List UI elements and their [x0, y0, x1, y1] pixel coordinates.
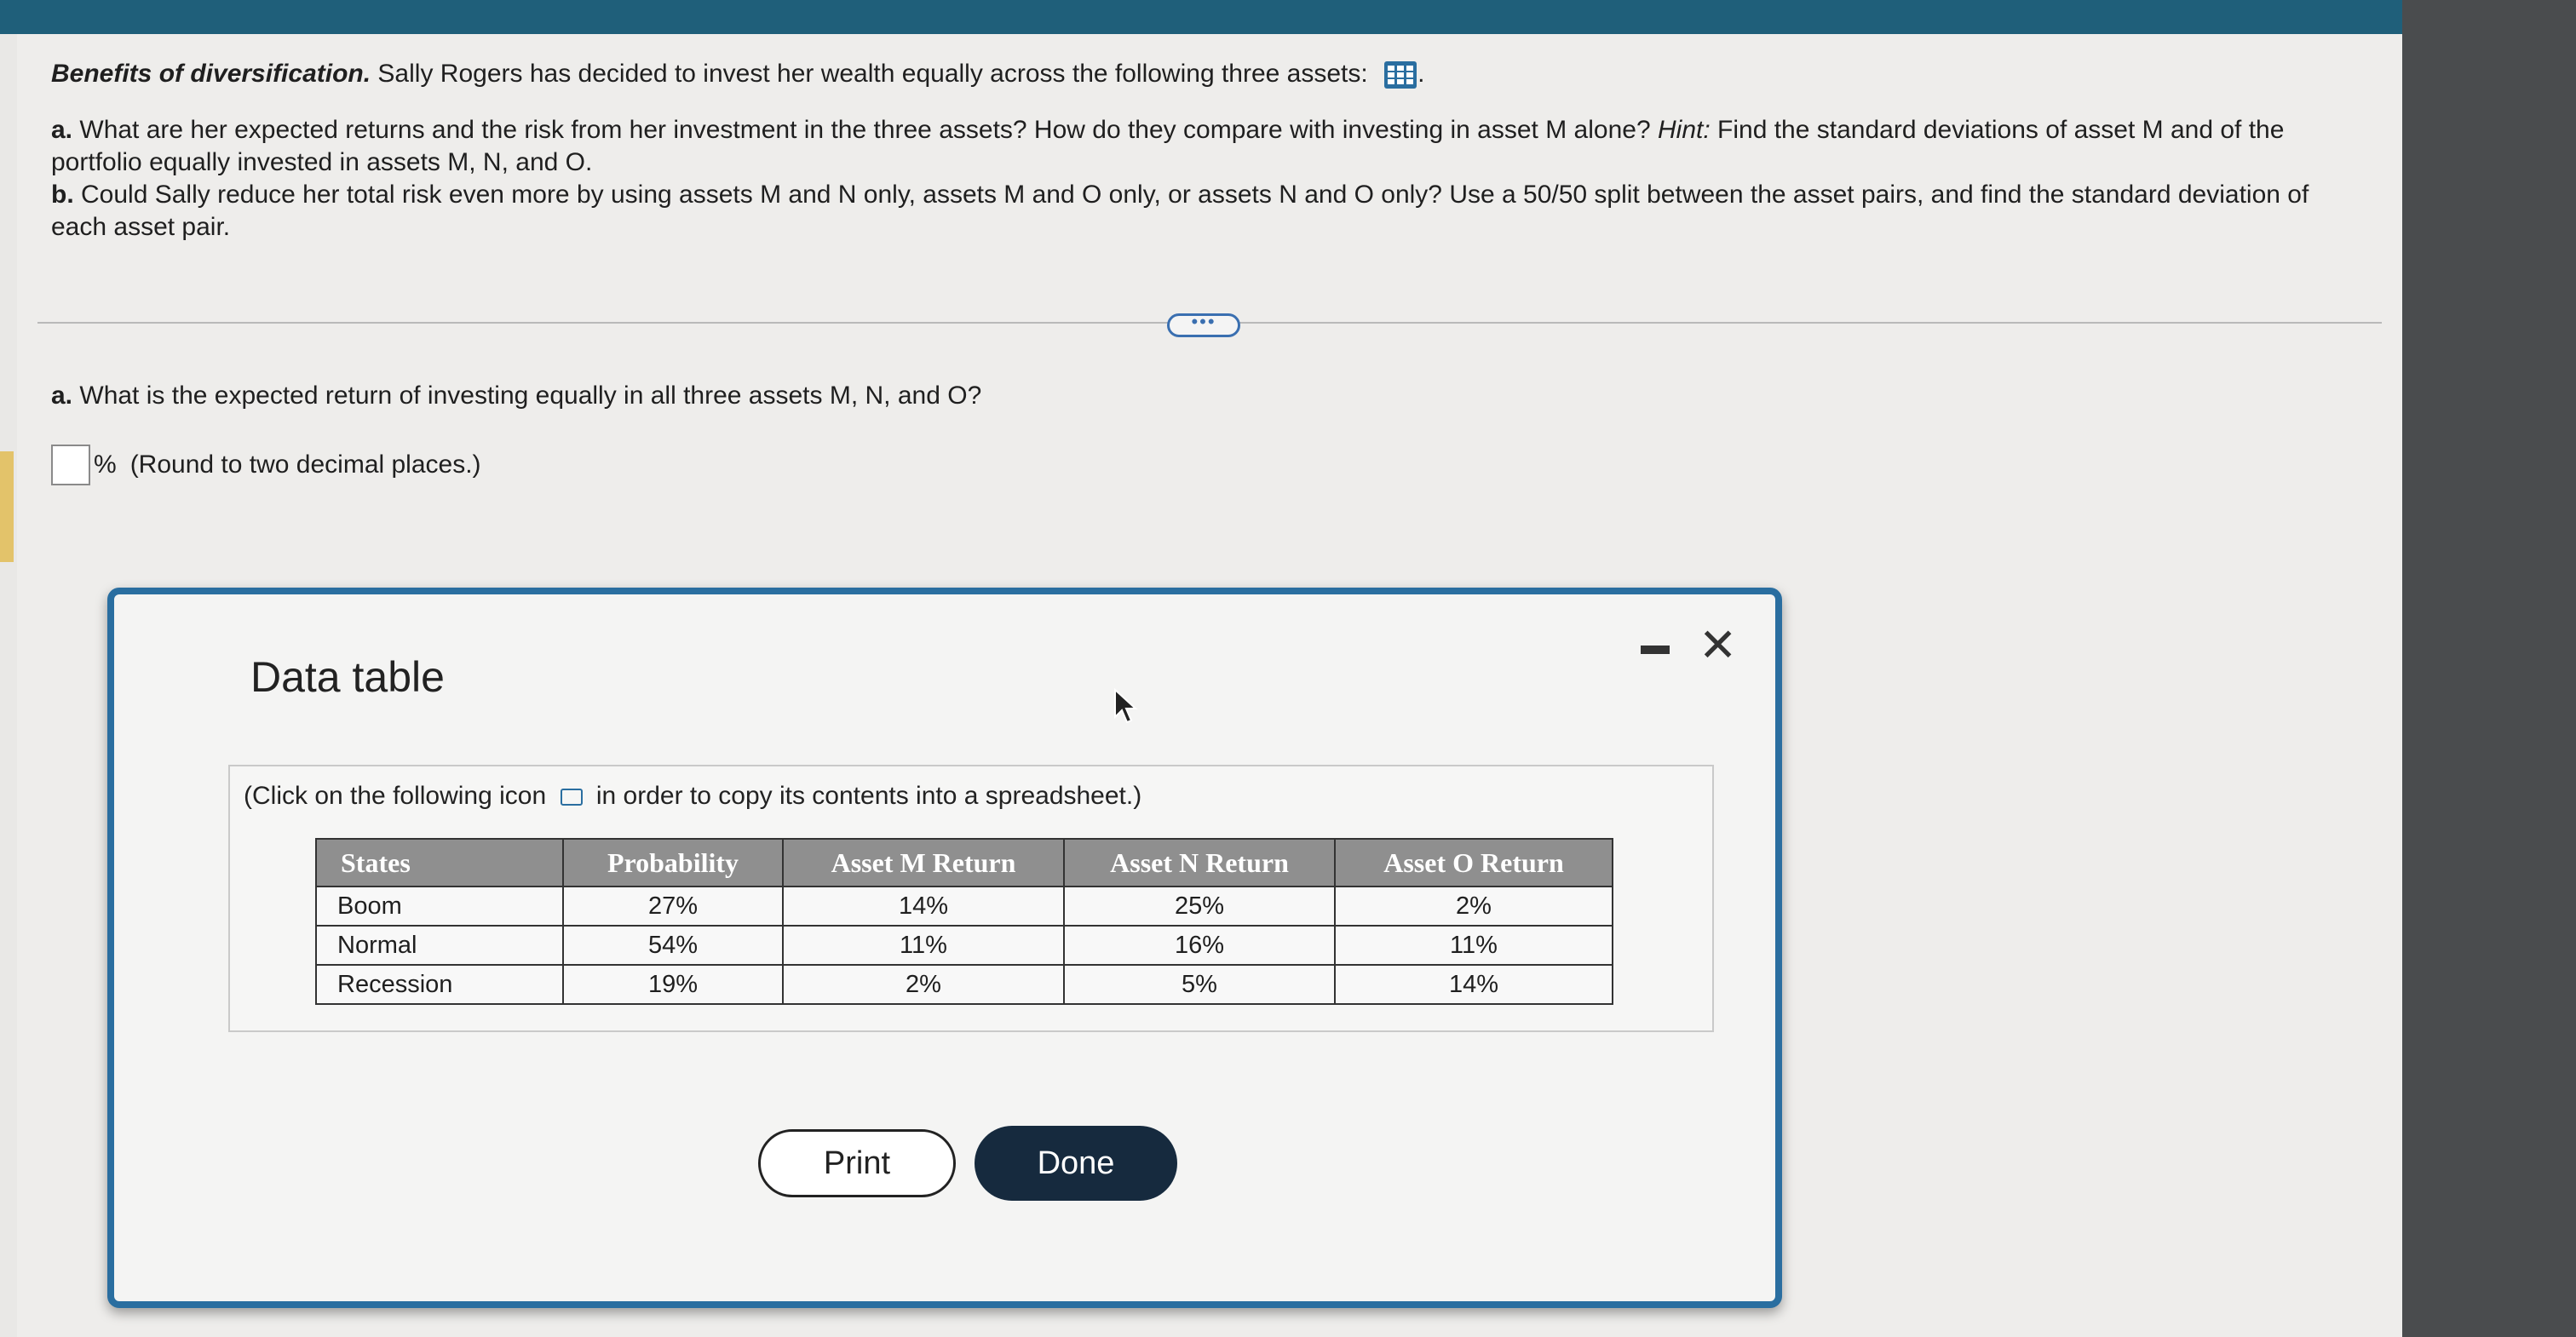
- returns-table: [315, 838, 1613, 1005]
- cell-asset-m: 2%: [783, 965, 1064, 1004]
- table-row: [316, 926, 1613, 965]
- cell-asset-n: 5%: [1064, 965, 1335, 1004]
- print-button[interactable]: Print: [758, 1129, 956, 1197]
- answer-row: [51, 445, 481, 485]
- round-note: (Round to two decimal places.): [129, 450, 481, 479]
- mouse-cursor-icon: [1113, 688, 1138, 726]
- cell-state: Recession: [316, 965, 563, 1004]
- cell-probability: 27%: [563, 887, 783, 926]
- data-table-dialog: [107, 588, 1782, 1308]
- header-states: States: [316, 839, 563, 887]
- top-bar: [0, 0, 2402, 34]
- question-a-label: a.: [51, 382, 73, 410]
- question-a-text: What is the expected return of investing equally in all three assets M, N, and O?: [79, 382, 982, 410]
- intro-period: .: [1417, 60, 1425, 88]
- part-a-paragraph: [51, 114, 2368, 179]
- header-asset-m: Asset M Return: [783, 839, 1064, 887]
- table-row: [316, 965, 1613, 1004]
- hint-text: Find the standard deviations of asset M and of the portfolio equally invested in assets M, N, and O.: [51, 116, 2285, 176]
- cell-asset-n: 25%: [1064, 887, 1335, 926]
- part-a-text: What are her expected returns and the risk from her investment in the three assets? How do they compare with investing in asset M alone?: [79, 116, 1651, 144]
- dialog-title: Data table: [250, 653, 445, 701]
- copy-to-spreadsheet-icon[interactable]: [561, 789, 583, 806]
- header-probability: Probability: [563, 839, 783, 887]
- data-table-icon[interactable]: [1383, 60, 1417, 89]
- left-accent-bar: [0, 451, 14, 562]
- question-a: [51, 382, 981, 410]
- cell-asset-o: 2%: [1335, 887, 1613, 926]
- problem-statement: [51, 58, 2368, 244]
- part-b-paragraph: [51, 179, 2368, 244]
- header-asset-n: Asset N Return: [1064, 839, 1335, 887]
- cell-asset-m: 11%: [783, 926, 1064, 965]
- screen-edge: [2402, 0, 2576, 1337]
- problem-intro: [51, 58, 2368, 90]
- table-row: [316, 887, 1613, 926]
- copy-instructions: [244, 782, 1141, 811]
- cell-probability: 54%: [563, 926, 783, 965]
- done-button[interactable]: Done: [975, 1126, 1177, 1201]
- copy-note-after: in order to copy its contents into a spreadsheet.): [595, 782, 1142, 810]
- expand-button[interactable]: •••: [1167, 313, 1240, 337]
- part-b-text: Could Sally reduce her total risk even more by using assets M and N only, assets M and O only, or assets N and O only? Use a 50/50 split between the asset pairs, and find the standard deviation of each asset pair.: [51, 181, 2309, 241]
- cell-asset-o: 14%: [1335, 965, 1613, 1004]
- header-asset-o: Asset O Return: [1335, 839, 1613, 887]
- copy-note-before: (Click on the following icon: [244, 782, 547, 810]
- part-b-label: b.: [51, 181, 74, 209]
- table-panel: [228, 765, 1714, 1032]
- cell-state: Normal: [316, 926, 563, 965]
- cell-state: Boom: [316, 887, 563, 926]
- answer-input[interactable]: [51, 445, 90, 485]
- table-header-row: [316, 839, 1613, 887]
- problem-title: Benefits of diversification.: [51, 60, 371, 88]
- percent-unit: %: [94, 450, 117, 479]
- minimize-icon[interactable]: [1641, 646, 1670, 654]
- cell-asset-o: 11%: [1335, 926, 1613, 965]
- cell-asset-m: 14%: [783, 887, 1064, 926]
- hint-label: Hint:: [1657, 116, 1711, 144]
- cell-probability: 19%: [563, 965, 783, 1004]
- cell-asset-n: 16%: [1064, 926, 1335, 965]
- part-a-label: a.: [51, 116, 73, 144]
- close-icon[interactable]: ✕: [1699, 620, 1738, 671]
- problem-intro-text: Sally Rogers has decided to invest her wealth equally across the following three assets:: [377, 60, 1368, 88]
